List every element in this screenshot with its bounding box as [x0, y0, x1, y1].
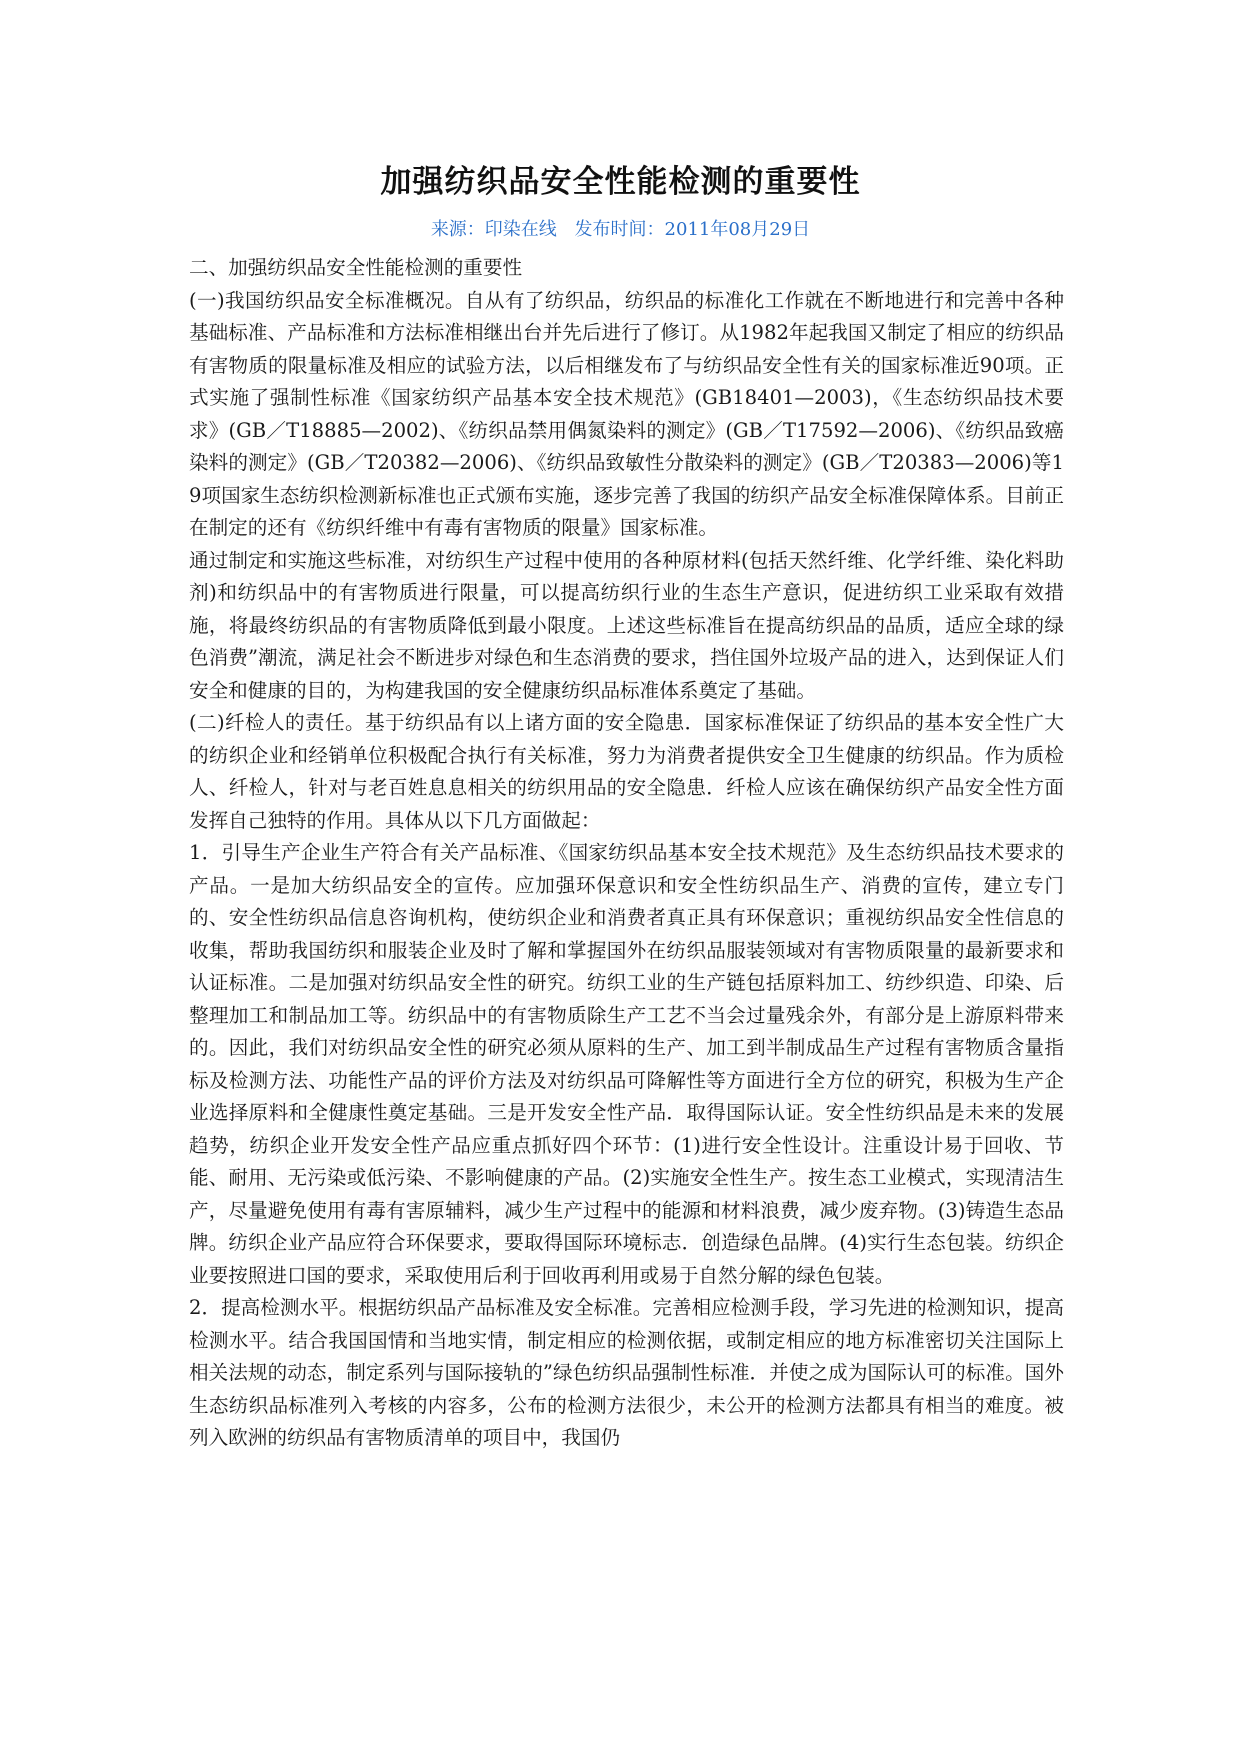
paragraph-standards-overview: (一)我国纺织品安全标准概况。自从有了纺织品，纺织品的标准化工作就在不断地进行和完善中各种基础标准、产品标准和方法标准相继出台并先后进行了修订。从1982年起我国又制定了相应的纺织品有害物质的限量标准及相应的试验方法，以后相继发布了与纺织品安全性有关的国家标准近90项。正式实施了强制性标准《国家纺织产品基本安全技术规范》(GB18401—2003)，《生态纺织品技术要求》(GB／T18885—2002)、《纺织品禁用偶氮染料的测定》(GB／T17592—2006)、《纺织品致癌染料的测定》(GB／T20382—2006)、《纺织品致敏性分散染料的测定》(GB／T20383—2006)等19项国家生态纺织检测新标准也正式颁布实施，逐步完善了我国的纺织产品安全标准保障体系。目前正在制定的还有《纺织纤维中有毒有害物质的限量》国家标准。	[189, 288, 1064, 539]
article-title: 加强纺织品安全性能检测的重要性	[380, 164, 861, 200]
paragraph-standards-purpose: 通过制定和实施这些标准，对纺织生产过程中使用的各种原材料(包括天然纤维、化学纤维、染化料助剂)和纺织品中的有害物质进行限量，可以提高纺织行业的生态生产意识，促进纺织工业采取有效措施，将最终纺织品的有害物质降低到最小限度。上述这些标准旨在提高纺织品的品质，适应全球的绿色消费”潮流，满足社会不断进步对绿色和生态消费的要求，挡住国外垃圾产品的进入，达到保证人们安全和健康的目的，为构建我国的安全健康纺织品标准体系奠定了基础。	[189, 548, 1064, 702]
article-source: 来源：印染在线	[430, 219, 557, 240]
paragraph-inspector-responsibility: (二)纤检人的责任。基于纺织品有以上诸方面的安全隐患．国家标准保证了纺织品的基本安全性广大的纺织企业和经销单位积极配合执行有关标准，努力为消费者提供安全卫生健康的纺织品。作为质检人、纤检人，针对与老百姓息息相关的纺织用品的安全隐患．纤检人应该在确保纺织产品安全性方面发挥自己独特的作用。具体从以下几方面做起：	[189, 711, 1064, 832]
paragraph-guide-production: 1．引导生产企业生产符合有关产品标准、《国家纺织品基本安全技术规范》及生态纺织品技术要求的产品。一是加大纺织品安全的宣传。应加强环保意识和安全性纺织品生产、消费的宣传，建立专门的、安全性纺织品信息咨询机构，使纺织企业和消费者真正具有环保意识；重视纺织品安全性信息的收集，帮助我国纺织和服装企业及时了解和掌握国外在纺织品服装领域对有害物质限量的最新要求和认证标准。二是加强对纺织品安全性的研究。纺织工业的生产链包括原料加工、纺纱织造、印染、后整理加工和制品加工等。纺织品中的有害物质除生产工艺不当会过量残余外，有部分是上游原料带来的。因此，我们对纺织品安全性的研究必须从原料的生产、加工到半制成品生产过程有害物质含量指标及检测方法、功能性产品的评价方法及对纺织品可降解性等方面进行全方位的研究，积极为生产企业选择原料和全健康性奠定基础。三是开发安全性产品．取得国际认证。安全性纺织品是未来的发展趋势，纺织企业开发安全性产品应重点抓好四个环节：(1)进行安全性设计。注重设计易于回收、节能、耐用、无污染或低污染、不影响健康的产品。(2)实施安全性生产。按生态工业模式，实现清洁生产，尽量避免使用有毒有害原辅料，减少生产过程中的能源和材料浪费，减少废弃物。(3)铸造生态品牌。纺织企业产品应符合环保要求，要取得国际环境标志．创造绿色品牌。(4)实行生态包装。纺织企业要按照进口国的要求，采取使用后利于回收再利用或易于自然分解的绿色包装。	[189, 841, 1064, 1287]
article-body	[189, 252, 1064, 1455]
section-heading: 二、加强纺织品安全性能检测的重要性	[189, 256, 523, 279]
article-meta	[0, 217, 1241, 243]
paragraph-improve-testing: 2．提高检测水平。根据纺织品产品标准及安全标准。完善相应检测手段，学习先进的检测知识，提高检测水平。结合我国国情和当地实情，制定相应的检测依据，或制定相应的地方标准密切关注国际上相关法规的动态，制定系列与国际接轨的”绿色纺织品强制性标准．并使之成为国际认可的标准。国外生态纺织品标准列入考核的内容多，公布的检测方法很少，未公开的检测方法都具有相当的难度。被列入欧洲的纺织品有害物质清单的项目中，我国仍	[189, 1296, 1064, 1449]
article-publish-time: 发布时间：2011年08月29日	[574, 219, 811, 240]
